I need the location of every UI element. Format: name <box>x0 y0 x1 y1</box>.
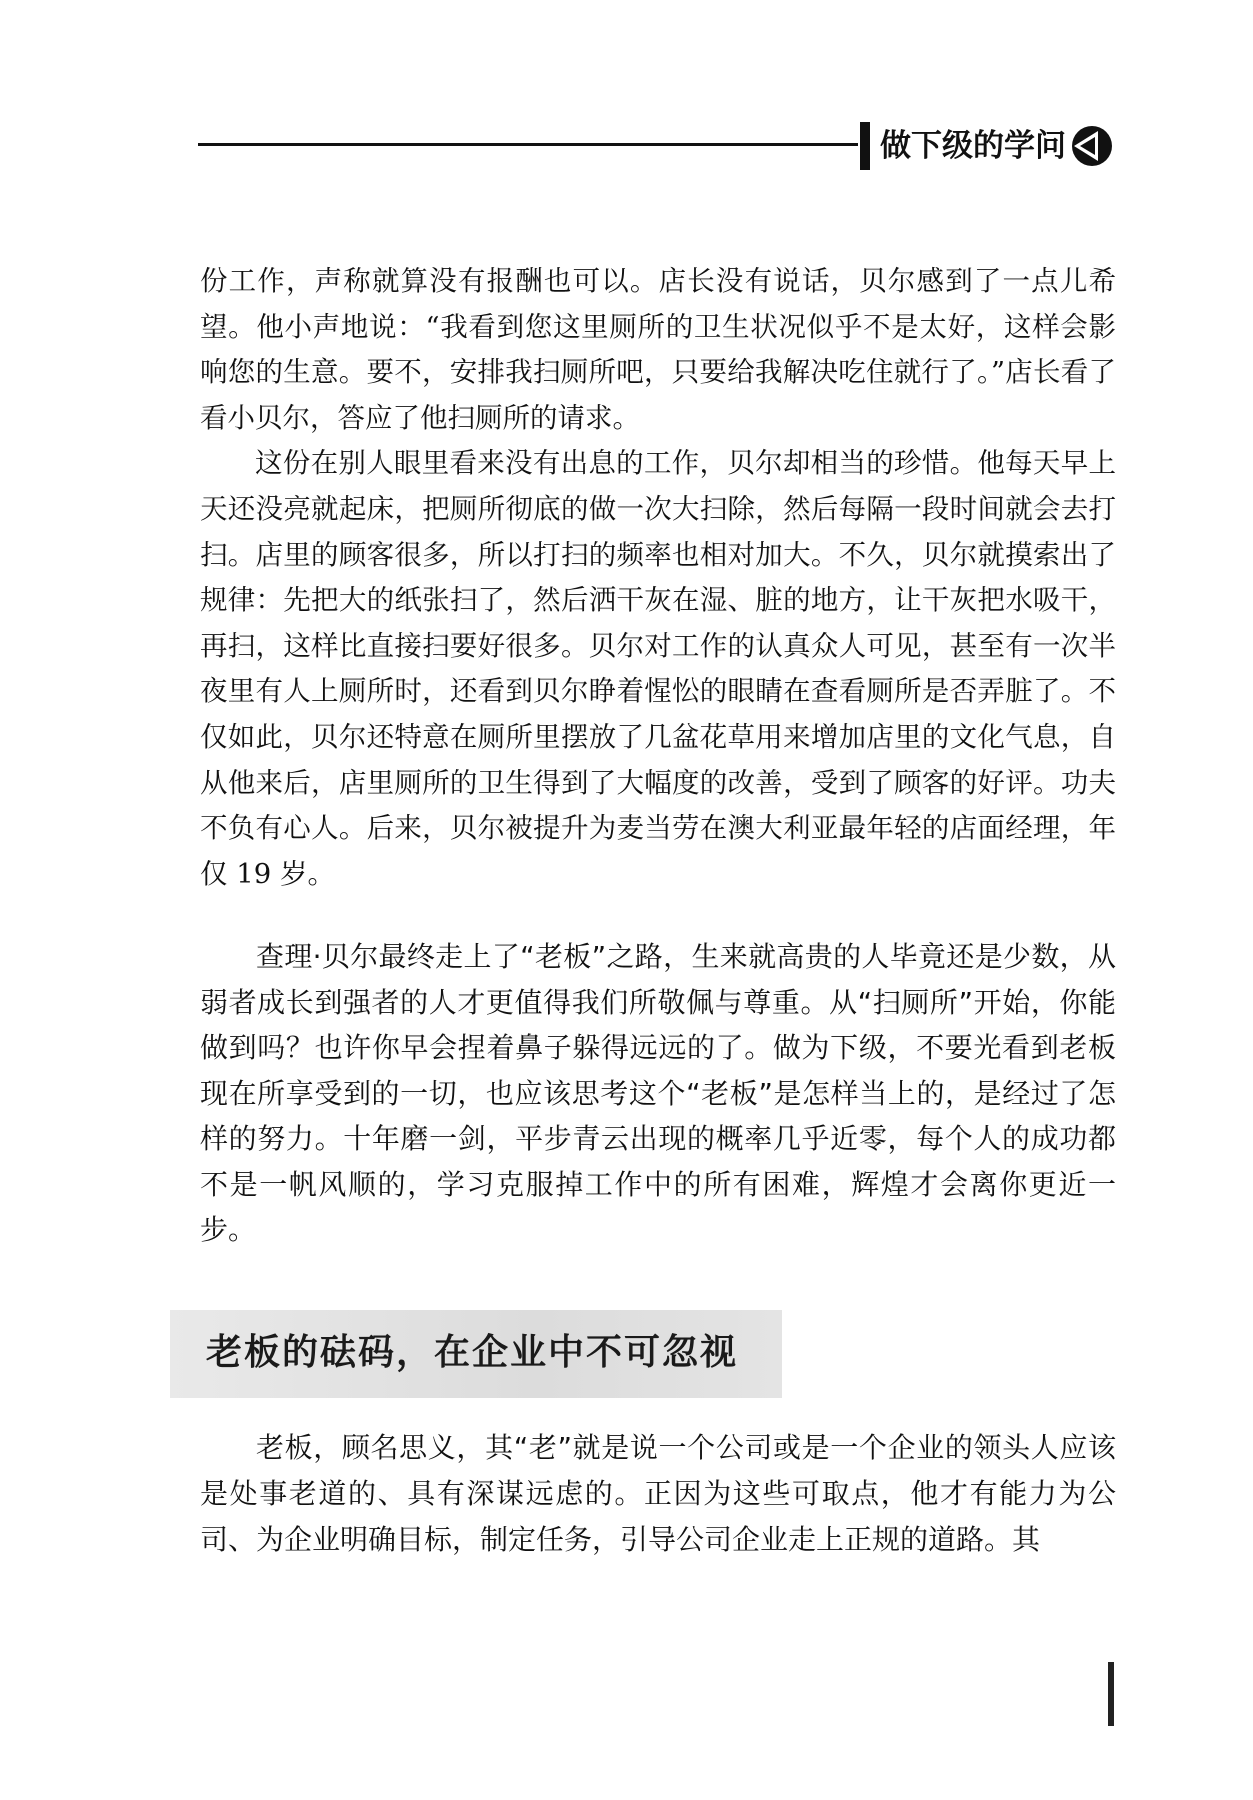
story-text <box>200 259 1116 897</box>
triangle-circle-icon <box>1068 123 1114 169</box>
commentary-paragraph: 查理·贝尔最终走上了“老板”之路，生来就高贵的人毕竟还是少数，从弱者成长到强者的人才更值得我们所敬佩与尊重。从“扫厕所”开始，你能做到吗？也许你早会捏着鼻子躲得远远的了。做为下级，不要光看到老板现在所享受到的一切，也应该思考这个“老板”是怎样当上的，是经过了怎样的努力。十年磨一剑，平步青云出现的概率几乎近零，每个人的成功都不是一帆风顺的，学习克服掉工作中的所有困难，辉煌才会离你更近一步。 <box>200 940 1116 1246</box>
commentary-text <box>200 934 1116 1253</box>
header-rule <box>198 143 858 146</box>
running-header-title: 做下级的学问 <box>880 128 1066 164</box>
section-paragraph: 老板，顾名思义，其“老”就是说一个公司或是一个企业的领头人应该是处事老道的、具有深谋远虑的。正因为这些可取点，他才有能力为公司、为企业明确目标，制定任务，引导公司企业走上正规的道路。其 <box>200 1431 1116 1556</box>
story-paragraph: 份工作，声称就算没有报酬也可以。店长没有说话，贝尔感到了一点儿希望。他小声地说：“我看到您这里厕所的卫生状况似乎不是太好，这样会影响您的生意。要不，安排我扫厕所吧，只要给我解决吃住就行了。”店长看了看小贝尔，答应了他扫厕所的请求。 <box>200 265 1116 434</box>
header-bar-mark <box>860 122 870 170</box>
section-heading: 老板的砝码，在企业中不可忽视 <box>206 1332 739 1373</box>
story-paragraph: 这份在别人眼里看来没有出息的工作，贝尔却相当的珍惜。他每天早上天还没亮就起床，把厕所彻底的做一次大扫除，然后每隔一段时间就会去打扫。店里的顾客很多，所以打扫的频率也相对加大。不久，贝尔就摸索出了规律：先把大的纸张扫了，然后洒干灰在湿、脏的地方，让干灰把水吸干，再扫，这样比直接扫要好很多。贝尔对工作的认真众人可见，甚至有一次半夜里有人上厕所时，还看到贝尔睁着惺忪的眼睛在查看厕所是否弄脏了。不仅如此，贝尔还特意在厕所里摆放了几盆花草用来增加店里的文化气息，自从他来后，店里厕所的卫生得到了大幅度的改善，受到了顾客的好评。功夫不负有心人。后来，贝尔被提升为麦当劳在澳大利亚最年轻的店面经理，年仅 19 岁。 <box>200 447 1116 890</box>
section-text <box>200 1425 1116 1563</box>
page-edge-mark <box>1108 1662 1114 1726</box>
